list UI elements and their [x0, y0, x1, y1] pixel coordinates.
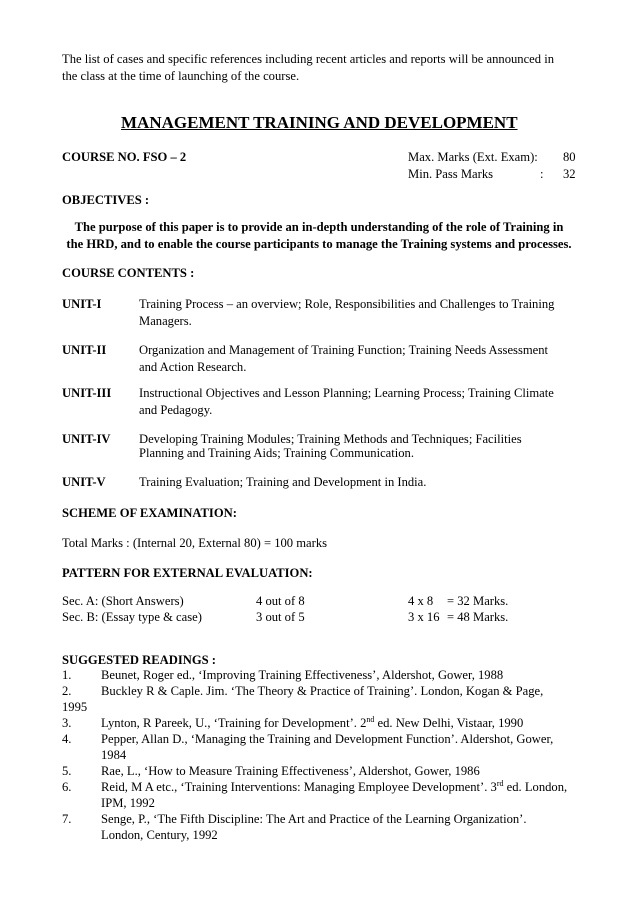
- intro-line-1: The list of cases and specific references including recent articles and reports will be announced in: [62, 52, 555, 66]
- unit-label: UNIT-V: [62, 475, 106, 489]
- reading-text-continued: London, Century, 1992: [101, 828, 218, 842]
- objectives-line-2: the HRD, and to enable the course participants to manage the Training systems and processes.: [66, 237, 572, 251]
- reading-text-continued: IPM, 1992: [101, 796, 155, 810]
- unit-text-line-1: Training Process – an overview; Role, Responsibilities and Challenges to Training: [139, 297, 555, 311]
- pattern-heading: PATTERN FOR EXTERNAL EVALUATION:: [62, 566, 313, 580]
- reading-text: Rae, L., ‘How to Measure Training Effectiveness’, Aldershot, Gower, 1986: [101, 764, 480, 778]
- pattern-section: Sec. A: (Short Answers): [62, 594, 184, 608]
- reading-text: Pepper, Allan D., ‘Managing the Training and Development Function’. Aldershot, Gower,: [101, 732, 554, 746]
- unit-label: UNIT-II: [62, 343, 107, 357]
- unit-label: UNIT-IV: [62, 432, 111, 446]
- unit-text-line-1: Instructional Objectives and Lesson Planning; Learning Process; Training Climate: [139, 386, 554, 400]
- reading-text-part: ed. New Delhi, Vistaar, 1990: [374, 716, 524, 730]
- reading-text: Buckley R & Caple. Jim. ‘The Theory & Practice of Training’. London, Kogan & Page,: [101, 684, 544, 698]
- ordinal-suffix: nd: [366, 715, 375, 724]
- page-title: MANAGEMENT TRAINING AND DEVELOPMENT: [121, 113, 518, 132]
- reading-text: [101, 715, 523, 731]
- reading-number: 2.: [62, 684, 72, 698]
- reading-number: 7.: [62, 812, 72, 826]
- course-code: COURSE NO. FSO – 2: [62, 150, 187, 164]
- unit-text-line-2: Planning and Training Aids; Training Communication.: [139, 446, 414, 460]
- reading-number: 3.: [62, 716, 72, 730]
- unit-text-line-2: and Action Research.: [139, 360, 247, 374]
- unit-text-line-1: Organization and Management of Training Function; Training Needs Assessment: [139, 343, 549, 357]
- reading-text-part: ed. London,: [503, 780, 568, 794]
- reading-number: 1.: [62, 668, 72, 682]
- reading-text: [101, 779, 567, 795]
- max-marks-value: 80: [563, 150, 576, 164]
- max-marks-label: Max. Marks (Ext. Exam):: [408, 150, 538, 164]
- readings-heading: SUGGESTED READINGS :: [62, 653, 216, 667]
- objectives-heading: OBJECTIVES :: [62, 193, 150, 207]
- pattern-marks: = 48 Marks.: [447, 610, 509, 624]
- ordinal-suffix: rd: [496, 779, 504, 788]
- intro-line-2: the class at the time of launching of the course.: [62, 69, 300, 83]
- pattern-calc: 3 x 16: [408, 610, 440, 624]
- unit-text-line-1: Developing Training Modules; Training Methods and Techniques; Facilities: [139, 432, 522, 446]
- objectives-line-1: The purpose of this paper is to provide an in-depth understanding of the role of Training in: [74, 220, 564, 234]
- unit-text-line-2: and Pedagogy.: [139, 403, 213, 417]
- reading-number: 5.: [62, 764, 72, 778]
- unit-label: UNIT-I: [62, 297, 102, 311]
- unit-text-line-1: Training Evaluation; Training and Development in India.: [139, 475, 427, 489]
- reading-text-part: Reid, M A etc., ‘Training Interventions: Managing Employee Development’. 3: [101, 780, 497, 794]
- reading-text-part: Lynton, R Pareek, U., ‘Training for Development’. 2: [101, 716, 367, 730]
- reading-number: 4.: [62, 732, 72, 746]
- reading-text: Beunet, Roger ed., ‘Improving Training Effectiveness’, Aldershot, Gower, 1988: [101, 668, 504, 682]
- reading-number: 6.: [62, 780, 72, 794]
- min-marks-label: Min. Pass Marks: [408, 167, 494, 181]
- unit-text-line-2: Managers.: [139, 314, 192, 328]
- scheme-heading: SCHEME OF EXAMINATION:: [62, 506, 237, 520]
- scheme-total: Total Marks : (Internal 20, External 80) = 100 marks: [62, 536, 328, 550]
- pattern-section: Sec. B: (Essay type & case): [62, 610, 202, 624]
- pattern-out-of: 4 out of 8: [256, 594, 305, 608]
- min-marks-value: 32: [563, 167, 576, 181]
- reading-text-continued: 1984: [101, 748, 127, 762]
- min-marks-colon: :: [540, 167, 544, 181]
- reading-text-continued: 1995: [62, 700, 88, 714]
- unit-label: UNIT-III: [62, 386, 112, 400]
- reading-text: Senge, P., ‘The Fifth Discipline: The Art and Practice of the Learning Organization’.: [101, 812, 527, 826]
- contents-heading: COURSE CONTENTS :: [62, 266, 195, 280]
- pattern-calc: 4 x 8: [408, 594, 434, 608]
- pattern-out-of: 3 out of 5: [256, 610, 305, 624]
- pattern-marks: = 32 Marks.: [447, 594, 509, 608]
